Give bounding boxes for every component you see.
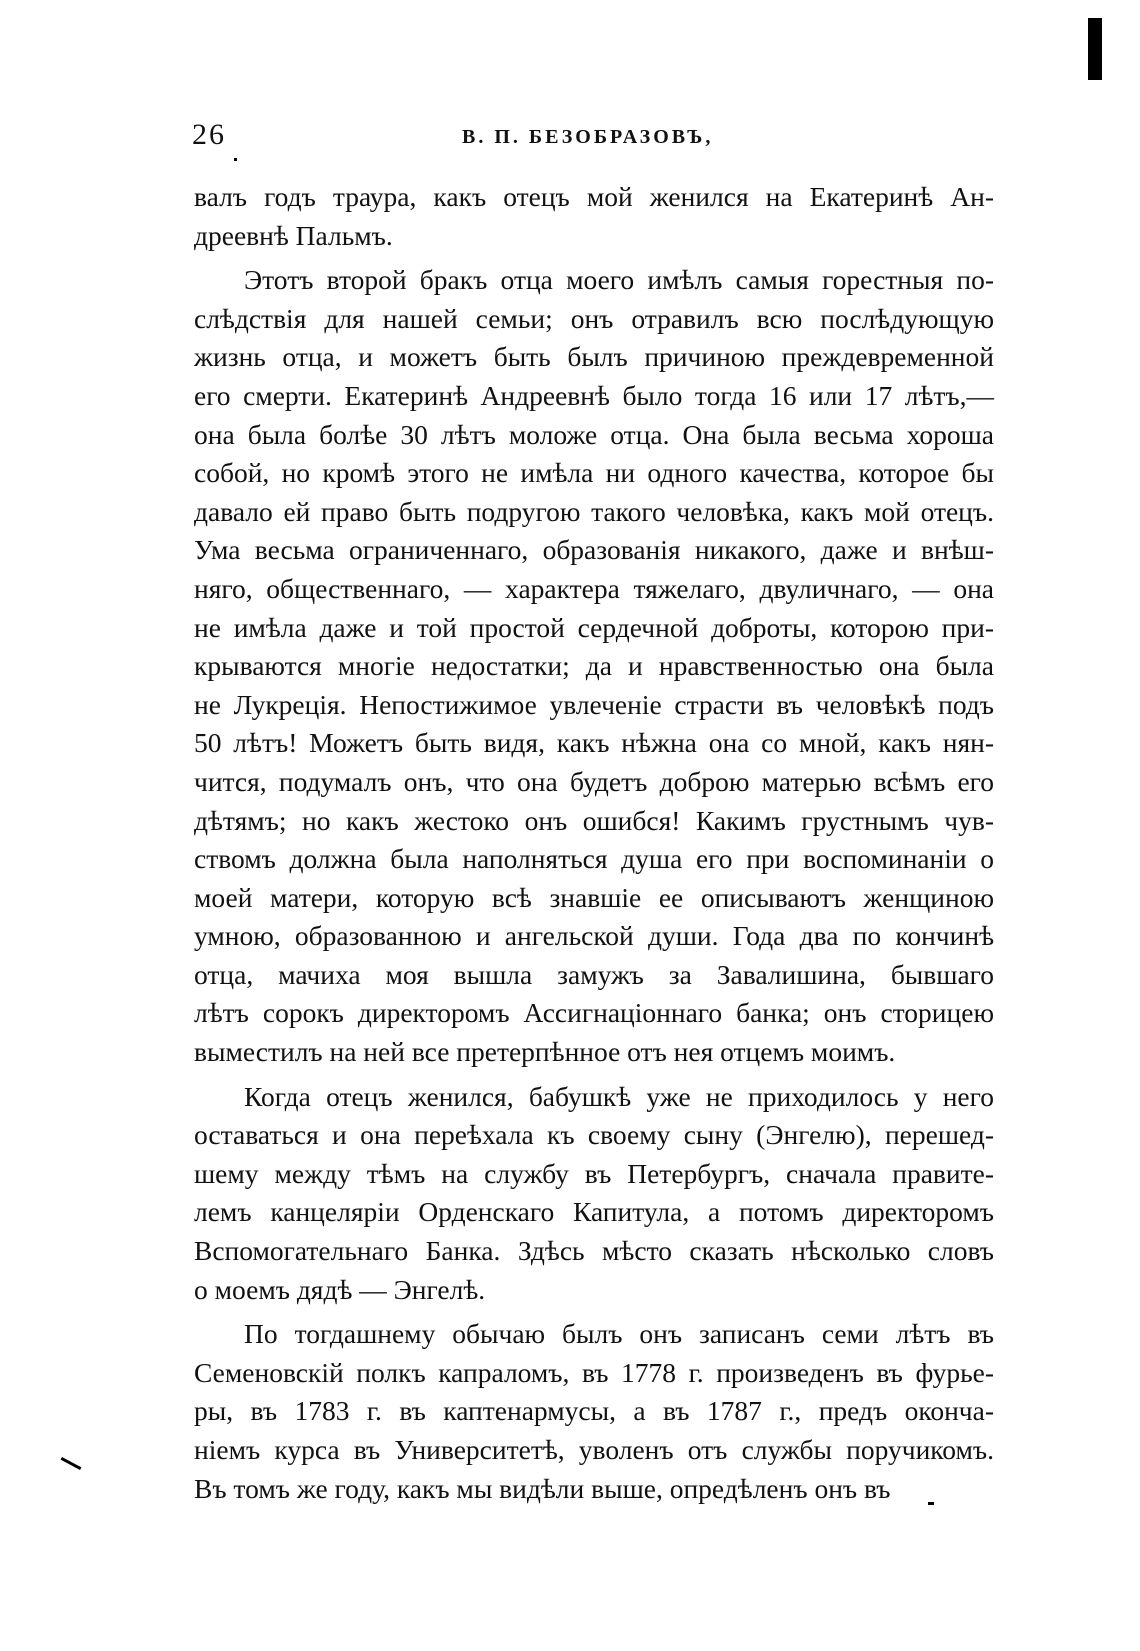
text-line: она была болѣе 30 лѣтъ моложе отца. Она была весьма хороша — [194, 418, 994, 450]
text-line: Этотъ второй бракъ отца моего имѣлъ самыя горестныя по- — [244, 264, 994, 296]
text-line: По тогдашнему обычаю былъ онъ записанъ семи лѣтъ въ — [244, 1318, 994, 1350]
text-line: Вспомогательнаго Банка. Здѣсь мѣсто сказать нѣсколько словъ — [194, 1235, 994, 1267]
scan-speck — [61, 1457, 82, 1470]
text-line: умною, образованною и ангельской души. Года два по кончинѣ — [194, 920, 994, 952]
text-line: валъ годъ траура, какъ отецъ мой женился на Екатеринѣ Ан- — [194, 181, 994, 212]
paragraph — [194, 178, 994, 255]
text-line: собой, но кромѣ этого не имѣла ни одного качества, которое бы — [194, 457, 994, 489]
text-line: дреевнѣ Пальмъ. — [194, 219, 393, 251]
text-line: о моемъ дядѣ — Энгелѣ. — [194, 1273, 486, 1305]
page-number: 26 — [192, 118, 226, 151]
text-line: 50 лѣтъ! Можетъ быть видя, какъ нѣжна она со мной, какъ нян- — [194, 727, 994, 759]
scan-speck — [928, 1502, 934, 1505]
text-line: слѣдствія для нашей семьи; онъ отравилъ всю послѣдующую — [194, 302, 994, 334]
text-line: моей матери, которую всѣ знавшіе ее описываютъ женщиною — [194, 881, 994, 913]
text-line: шему между тѣмъ на службу въ Петербургъ, сначала правите- — [194, 1157, 994, 1189]
text-line: ры, въ 1783 г. въ каптенармусы, а въ 1787 г., предъ оконча- — [194, 1395, 994, 1427]
text-line: Семеновскій полкъ капраломъ, въ 1778 г. произведенъ въ фурье- — [194, 1356, 994, 1388]
text-line: дѣтямъ; но какъ жестоко онъ ошибся! Какимъ грустнымъ чув- — [194, 804, 994, 836]
text-line: лемъ канцеляріи Орденскаго Капитула, а потомъ директоромъ — [194, 1196, 994, 1228]
text-line: не имѣла даже и той простой сердечной доброты, которою при- — [194, 611, 994, 643]
text-line: ствомъ должна была наполняться душа его при воспоминаніи о — [194, 843, 994, 875]
text-line: не Лукреція. Непостижимое увлеченіе страсти въ человѣкѣ подъ — [194, 688, 994, 720]
text-line: чится, подумалъ онъ, что она будетъ доброю матерью всѣмъ его — [194, 765, 994, 797]
paragraph — [194, 1078, 994, 1310]
text-line: крываются многіе недостатки; да и нравственностью она была — [194, 650, 994, 682]
text-line: его смерти. Екатеринѣ Андреевнѣ было тогда 16 или 17 лѣтъ,— — [194, 379, 994, 411]
text-line: Ума весьма ограниченнаго, образованія никакого, даже и внѣш- — [194, 534, 994, 566]
text-line: оставаться и она переѣхала къ своему сыну (Энгелю), перешед- — [194, 1119, 994, 1151]
text-line: давало ей право быть подругою такого человѣка, какъ мой отецъ. — [194, 495, 994, 527]
text-line: жизнь отца, и можетъ быть былъ причиною преждевременной — [194, 341, 994, 373]
text-line: лѣтъ сорокъ директоромъ Ассигнаціоннаго банка; онъ сторицею — [194, 997, 994, 1029]
running-head: В. П. БЕЗОБРАЗОВЪ, — [462, 126, 714, 148]
body-text — [194, 178, 994, 1508]
text-line: ніемъ курса въ Университетѣ, уволенъ отъ службы поручикомъ. — [194, 1434, 994, 1465]
text-line: няго, общественнаго, — характера тяжелаго, двуличнаго, — она — [194, 572, 994, 604]
page-header — [192, 118, 996, 158]
text-line: Когда отецъ женился, бабушкѣ уже не приходилось у него — [244, 1080, 994, 1112]
text-line: Въ томъ же году, какъ мы видѣли выше, опредѣленъ онъ въ — [194, 1472, 891, 1504]
text-line: отца, мачиха моя вышла замужъ за Завалишина, бывшаго — [194, 958, 994, 990]
paragraph — [194, 261, 994, 1071]
scan-speck — [234, 158, 237, 161]
paragraph — [194, 1315, 994, 1508]
text-line: выместилъ на ней все претерпѣнное отъ нея отцемъ моимъ. — [194, 1036, 896, 1068]
scan-edge-mark — [1088, 18, 1102, 80]
